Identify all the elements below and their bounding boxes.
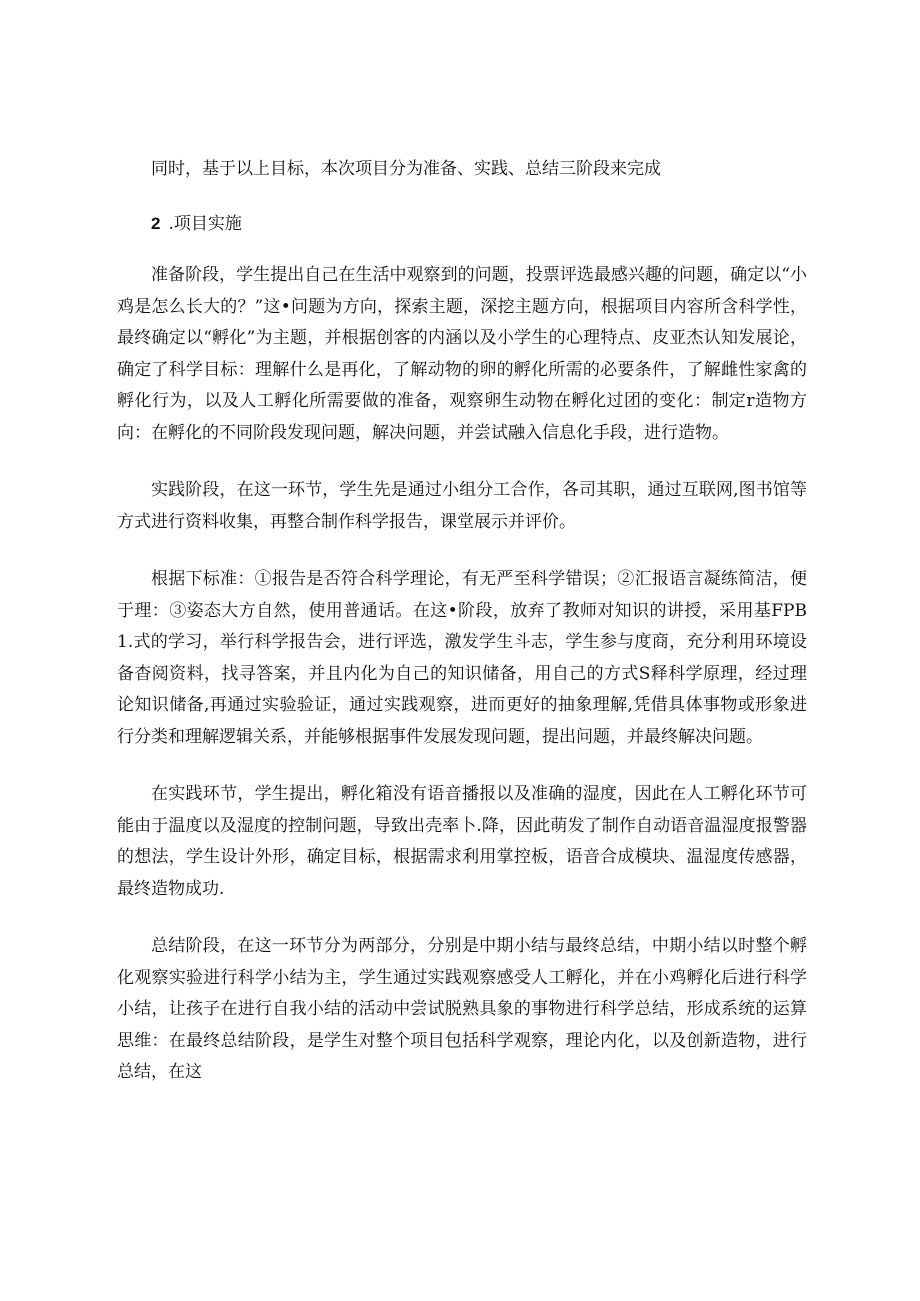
section-title: .项目实施 <box>168 213 242 234</box>
paragraph-summary: 总结阶段，在这一环节分为两部分，分别是中期小结与最终总结，中期小结以时整个孵化观察实验进行科学小结为主，学生通过实践观察感受人工孵化，并在小鸡孵化后进行科学小结，让孩子在进行自我小结的活动中尝试脱熟具象的事物进行科学总结，形成系统的运算思维：在最终总结阶段，是学生对整个项目包括科学观察，理论内化，以及创新造物，进行总结，在这 <box>117 936 807 1082</box>
paragraph-practice-link: 在实践环节，学生提出，孵化箱没有语音播报以及准确的湿度，因此在人工孵化环节可能由于温度以及湿度的控制问题，导致出壳率卜.降，因此萌发了制作自动语音温湿度报警器的想法，学生设计外形，确定目标，根据需求利用掌控板，语音合成模块、温湿度传感器，最终造物成功. <box>117 784 807 899</box>
paragraph-criteria: 根据下标准：①报告是否符合科学理论，有无严至科学错误；②汇报语言凝练简洁，便于理：③姿态大方自然，使用普通话。在这•阶段，放弃了教师对知识的讲授，采用基FPB1.式的学习，举行科学报告会，进行评选，激发学生斗志，学生参与度商，充分利用环境设备杳阅资料，找寻答案，并且内化为自己的知识储备，用自己的方式S释科学原理，经过理论知识储备,再通过实验验证，通过实践观察，进而更好的抽象理解,凭借具体事物或形象进行分类和理解逻辑关系，并能够根据事件发展发现问题，提出问题，并最终解决问题。 <box>117 569 807 747</box>
paragraph-intro: 同时，基于以上目标，本次项目分为准备、实践、总结三阶段来完成 <box>151 159 661 179</box>
section-heading <box>117 208 807 241</box>
document-body <box>117 154 807 1115</box>
paragraph-practice: 实践阶段，在这一环节，学生先是通过小组分工合作，各司其职，通过互联网,图书馆等方式进行资料收集，再整合制作科学报告，课堂展示并评价。 <box>117 480 807 532</box>
section-number: 2 <box>151 213 161 233</box>
paragraph-preparation: 准备阶段，学生提出自己在生活中观察到的问题，投票评选最感兴趣的问题，确定以“小鸡是怎么长大的？”这•问题为方向，探索主题，深挖主题方向，根据项目内容所含科学性，最终确定以“孵化”为主题，并根据创客的内涵以及小学生的心理特点、皮亚杰认知发展论，确定了科学目标：理解什么是再化，了解动物的卵的孵化所需的必要条件，了解雌性家禽的孵化行为，以及人工孵化所需要做的准备，观察卵生动物在孵化过团的变化：制定r造物方向：在孵化的不同阶段发现问题，解决问题，并尝试融入信息化手段，进行造物。 <box>117 265 807 443</box>
